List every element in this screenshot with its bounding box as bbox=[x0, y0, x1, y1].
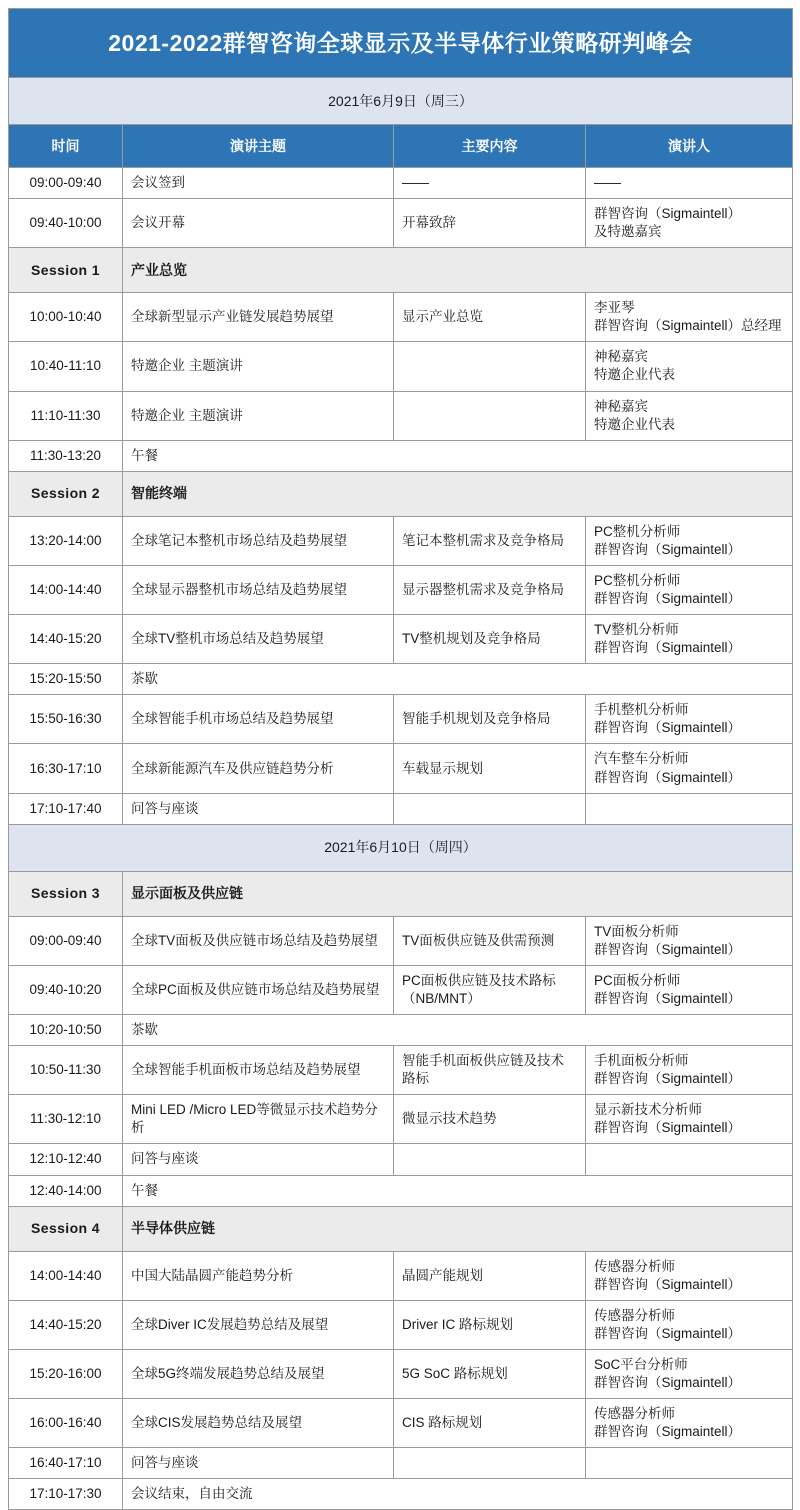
cell-topic: Mini LED /Micro LED等微显示技术趋势分析 bbox=[123, 1095, 394, 1144]
session-row bbox=[9, 471, 793, 516]
column-header-content: 主要内容 bbox=[394, 125, 586, 168]
column-header-topic: 演讲主题 bbox=[123, 125, 394, 168]
cell-time: 12:40-14:00 bbox=[9, 1175, 123, 1206]
cell-time: 17:10-17:40 bbox=[9, 793, 123, 824]
cell-speaker bbox=[586, 965, 793, 1014]
cell-content: 智能手机面板供应链及技术路标 bbox=[394, 1046, 586, 1095]
session-row bbox=[9, 1206, 793, 1251]
table-row bbox=[9, 793, 793, 824]
cell-speaker bbox=[586, 293, 793, 342]
speaker-line-2: 群智咨询（Sigmaintell） bbox=[594, 591, 742, 607]
speaker-line-2: 群智咨询（Sigmaintell） bbox=[594, 1374, 742, 1390]
speaker-line-1: TV面板分析师 bbox=[594, 923, 679, 939]
cell-speaker bbox=[586, 916, 793, 965]
speaker-line-1: 汽车整车分析师 bbox=[594, 751, 689, 767]
cell-speaker bbox=[586, 1144, 793, 1175]
speaker-line-1: 传感器分析师 bbox=[594, 1258, 675, 1274]
cell-content: 显示器整机需求及竞争格局 bbox=[394, 565, 586, 614]
session-row bbox=[9, 871, 793, 916]
cell-topic: 全球CIS发展趋势总结及展望 bbox=[123, 1399, 394, 1448]
column-header-time: 时间 bbox=[9, 125, 123, 168]
speaker-line-2: 特邀企业代表 bbox=[594, 416, 675, 432]
table-row bbox=[9, 440, 793, 471]
cell-content: 笔记本整机需求及竞争格局 bbox=[394, 516, 586, 565]
cell-topic: 全球智能手机市场总结及趋势展望 bbox=[123, 695, 394, 744]
date-band-row bbox=[9, 824, 793, 871]
session-name: 智能终端 bbox=[123, 471, 793, 516]
session-label: Session 1 bbox=[9, 248, 123, 293]
cell-content: —— bbox=[394, 168, 586, 199]
table-row bbox=[9, 293, 793, 342]
cell-topic: 全球新能源汽车及供应链趋势分析 bbox=[123, 744, 394, 793]
table-row bbox=[9, 1046, 793, 1095]
cell-speaker bbox=[586, 615, 793, 664]
table-row bbox=[9, 965, 793, 1014]
table-row bbox=[9, 199, 793, 248]
table-row bbox=[9, 664, 793, 695]
cell-content: Driver IC 路标规划 bbox=[394, 1300, 586, 1349]
cell-speaker bbox=[586, 168, 793, 199]
table-row bbox=[9, 1175, 793, 1206]
cell-time: 15:50-16:30 bbox=[9, 695, 123, 744]
cell-topic: 全球智能手机面板市场总结及趋势展望 bbox=[123, 1046, 394, 1095]
cell-content bbox=[394, 391, 586, 440]
speaker-line-2: 群智咨询（Sigmaintell） bbox=[594, 1120, 742, 1136]
cell-topic: 茶歇 bbox=[123, 664, 793, 695]
cell-time: 14:40-15:20 bbox=[9, 615, 123, 664]
cell-time: 10:40-11:10 bbox=[9, 342, 123, 391]
cell-speaker bbox=[586, 342, 793, 391]
speaker-line-1: 手机面板分析师 bbox=[594, 1053, 689, 1069]
cell-topic: 特邀企业 主题演讲 bbox=[123, 342, 394, 391]
cell-topic: 会议开幕 bbox=[123, 199, 394, 248]
table-row bbox=[9, 1349, 793, 1398]
cell-speaker bbox=[586, 1046, 793, 1095]
cell-time: 14:00-14:40 bbox=[9, 1251, 123, 1300]
table-row bbox=[9, 1300, 793, 1349]
cell-time: 11:10-11:30 bbox=[9, 391, 123, 440]
date-band-row bbox=[9, 78, 793, 125]
cell-time: 09:00-09:40 bbox=[9, 168, 123, 199]
date-label: 2021年6月9日（周三） bbox=[9, 78, 793, 125]
speaker-line-2: 群智咨询（Sigmaintell）总经理 bbox=[594, 318, 782, 334]
session-label: Session 4 bbox=[9, 1206, 123, 1251]
cell-speaker bbox=[586, 1448, 793, 1479]
cell-content: 显示产业总览 bbox=[394, 293, 586, 342]
cell-content: 晶圆产能规划 bbox=[394, 1251, 586, 1300]
cell-content: CIS 路标规划 bbox=[394, 1399, 586, 1448]
speaker-line-1: PC整机分析师 bbox=[594, 572, 681, 588]
speaker-line-2: 群智咨询（Sigmaintell） bbox=[594, 769, 742, 785]
cell-topic: 全球显示器整机市场总结及趋势展望 bbox=[123, 565, 394, 614]
column-header-speaker: 演讲人 bbox=[586, 125, 793, 168]
cell-time: 17:10-17:30 bbox=[9, 1479, 123, 1510]
cell-topic: 午餐 bbox=[123, 440, 793, 471]
cell-time: 10:20-10:50 bbox=[9, 1015, 123, 1046]
cell-time: 09:40-10:20 bbox=[9, 965, 123, 1014]
session-row bbox=[9, 248, 793, 293]
cell-speaker bbox=[586, 695, 793, 744]
cell-speaker bbox=[586, 199, 793, 248]
session-label: Session 3 bbox=[9, 871, 123, 916]
table-row bbox=[9, 342, 793, 391]
speaker-line-1: PC面板分析师 bbox=[594, 972, 681, 988]
speaker-line-1: 显示新技术分析师 bbox=[594, 1102, 702, 1118]
cell-topic: 全球新型显示产业链发展趋势展望 bbox=[123, 293, 394, 342]
cell-speaker bbox=[586, 744, 793, 793]
cell-time: 09:40-10:00 bbox=[9, 199, 123, 248]
speaker-line-1: PC整机分析师 bbox=[594, 523, 681, 539]
cell-speaker bbox=[586, 793, 793, 824]
cell-content: 开幕致辞 bbox=[394, 199, 586, 248]
cell-time: 10:50-11:30 bbox=[9, 1046, 123, 1095]
table-row bbox=[9, 695, 793, 744]
cell-time: 10:00-10:40 bbox=[9, 293, 123, 342]
speaker-line-2: 特邀企业代表 bbox=[594, 367, 675, 383]
cell-time: 15:20-16:00 bbox=[9, 1349, 123, 1398]
cell-content: 智能手机规划及竞争格局 bbox=[394, 695, 586, 744]
cell-time: 11:30-13:20 bbox=[9, 440, 123, 471]
cell-topic: 会议签到 bbox=[123, 168, 394, 199]
table-row bbox=[9, 1448, 793, 1479]
cell-time: 16:00-16:40 bbox=[9, 1399, 123, 1448]
cell-time: 15:20-15:50 bbox=[9, 664, 123, 695]
cell-time: 16:30-17:10 bbox=[9, 744, 123, 793]
speaker-line-1: 群智咨询（Sigmaintell） bbox=[594, 206, 742, 222]
cell-speaker bbox=[586, 1251, 793, 1300]
session-name: 显示面板及供应链 bbox=[123, 871, 793, 916]
cell-topic: 问答与座谈 bbox=[123, 793, 394, 824]
cell-topic: 全球Diver IC发展趋势总结及展望 bbox=[123, 1300, 394, 1349]
cell-content: TV面板供应链及供需预测 bbox=[394, 916, 586, 965]
cell-speaker bbox=[586, 1349, 793, 1398]
table-row bbox=[9, 916, 793, 965]
speaker-line-1: —— bbox=[594, 175, 621, 190]
cell-time: 14:00-14:40 bbox=[9, 565, 123, 614]
speaker-line-1: 传感器分析师 bbox=[594, 1406, 675, 1422]
cell-topic: 问答与座谈 bbox=[123, 1448, 394, 1479]
column-header-row bbox=[9, 125, 793, 168]
speaker-line-2: 群智咨询（Sigmaintell） bbox=[594, 720, 742, 736]
cell-speaker bbox=[586, 1095, 793, 1144]
cell-topic: 全球PC面板及供应链市场总结及趋势展望 bbox=[123, 965, 394, 1014]
cell-content: 5G SoC 路标规划 bbox=[394, 1349, 586, 1398]
speaker-line-1: 李亚琴 bbox=[594, 300, 635, 316]
table-row bbox=[9, 744, 793, 793]
cell-content: 微显示技术趋势 bbox=[394, 1095, 586, 1144]
table-row bbox=[9, 391, 793, 440]
cell-content: TV整机规划及竞争格局 bbox=[394, 615, 586, 664]
cell-content: 车载显示规划 bbox=[394, 744, 586, 793]
speaker-line-2: 群智咨询（Sigmaintell） bbox=[594, 541, 742, 557]
cell-speaker bbox=[586, 565, 793, 614]
table-row bbox=[9, 1144, 793, 1175]
session-name: 产业总览 bbox=[123, 248, 793, 293]
speaker-line-2: 群智咨询（Sigmaintell） bbox=[594, 990, 742, 1006]
cell-time: 09:00-09:40 bbox=[9, 916, 123, 965]
cell-topic: 问答与座谈 bbox=[123, 1144, 394, 1175]
cell-topic: 全球笔记本整机市场总结及趋势展望 bbox=[123, 516, 394, 565]
cell-time: 13:20-14:00 bbox=[9, 516, 123, 565]
cell-content bbox=[394, 342, 586, 391]
cell-topic: 全球TV整机市场总结及趋势展望 bbox=[123, 615, 394, 664]
table-row bbox=[9, 565, 793, 614]
speaker-line-2: 群智咨询（Sigmaintell） bbox=[594, 1071, 742, 1087]
table-row bbox=[9, 1015, 793, 1046]
cell-time: 11:30-12:10 bbox=[9, 1095, 123, 1144]
speaker-line-2: 及特邀嘉宾 bbox=[594, 224, 662, 240]
cell-topic: 全球TV面板及供应链市场总结及趋势展望 bbox=[123, 916, 394, 965]
cell-speaker bbox=[586, 516, 793, 565]
speaker-line-2: 群智咨询（Sigmaintell） bbox=[594, 1276, 742, 1292]
cell-speaker bbox=[586, 391, 793, 440]
cell-topic: 特邀企业 主题演讲 bbox=[123, 391, 394, 440]
speaker-line-2: 群智咨询（Sigmaintell） bbox=[594, 1325, 742, 1341]
table-row bbox=[9, 168, 793, 199]
date-label: 2021年6月10日（周四） bbox=[9, 824, 793, 871]
speaker-line-2: 群智咨询（Sigmaintell） bbox=[594, 941, 742, 957]
cell-time: 12:10-12:40 bbox=[9, 1144, 123, 1175]
cell-topic: 全球5G终端发展趋势总结及展望 bbox=[123, 1349, 394, 1398]
speaker-line-1: 神秘嘉宾 bbox=[594, 398, 648, 414]
cell-time: 16:40-17:10 bbox=[9, 1448, 123, 1479]
cell-content bbox=[394, 793, 586, 824]
table-row bbox=[9, 1479, 793, 1510]
cell-topic: 中国大陆晶圆产能趋势分析 bbox=[123, 1251, 394, 1300]
page-title: 2021-2022群智咨询全球显示及半导体行业策略研判峰会 bbox=[9, 9, 793, 78]
speaker-line-2: 群智咨询（Sigmaintell） bbox=[594, 640, 742, 656]
speaker-line-1: 手机整机分析师 bbox=[594, 702, 689, 718]
session-label: Session 2 bbox=[9, 471, 123, 516]
cell-time: 14:40-15:20 bbox=[9, 1300, 123, 1349]
table-row bbox=[9, 1095, 793, 1144]
cell-content bbox=[394, 1144, 586, 1175]
cell-topic: 茶歇 bbox=[123, 1015, 793, 1046]
speaker-line-1: SoC平台分析师 bbox=[594, 1356, 688, 1372]
session-name: 半导体供应链 bbox=[123, 1206, 793, 1251]
table-row bbox=[9, 516, 793, 565]
cell-speaker bbox=[586, 1399, 793, 1448]
table-row bbox=[9, 1399, 793, 1448]
cell-speaker bbox=[586, 1300, 793, 1349]
conference-agenda-table bbox=[8, 8, 793, 1510]
table-row bbox=[9, 615, 793, 664]
cell-topic: 午餐 bbox=[123, 1175, 793, 1206]
cell-content: PC面板供应链及技术路标（NB/MNT） bbox=[394, 965, 586, 1014]
title-row bbox=[9, 9, 793, 78]
speaker-line-1: 神秘嘉宾 bbox=[594, 349, 648, 365]
speaker-line-2: 群智咨询（Sigmaintell） bbox=[594, 1424, 742, 1440]
cell-topic: 会议结束，自由交流 bbox=[123, 1479, 793, 1510]
table-row bbox=[9, 1251, 793, 1300]
speaker-line-1: TV整机分析师 bbox=[594, 622, 679, 638]
cell-content bbox=[394, 1448, 586, 1479]
speaker-line-1: 传感器分析师 bbox=[594, 1307, 675, 1323]
